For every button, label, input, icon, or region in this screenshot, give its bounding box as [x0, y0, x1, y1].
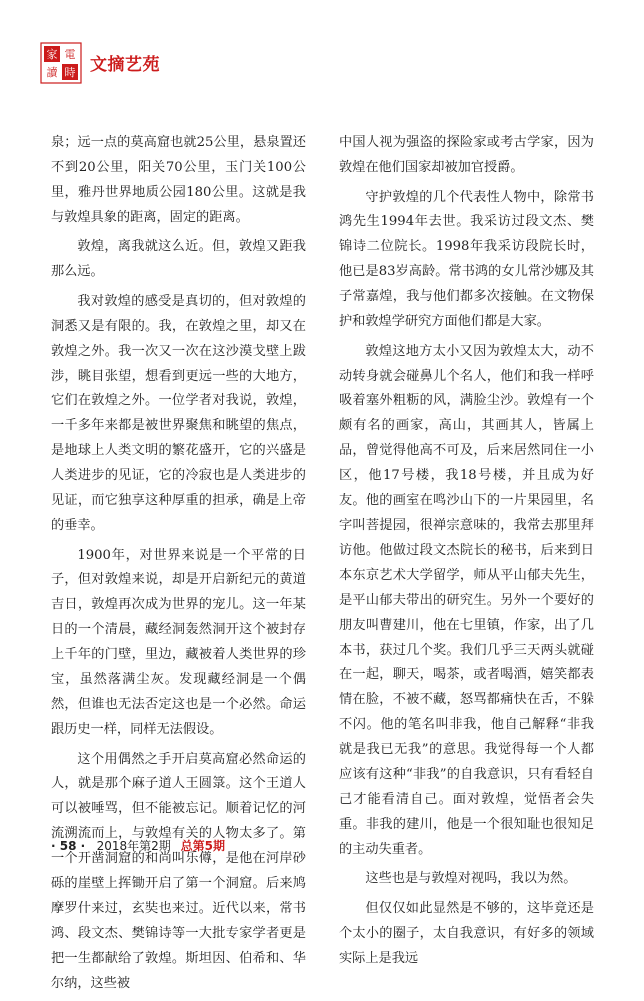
paragraph: 这些也是与敦煌对视吗，我以为然。 — [365, 871, 577, 887]
page-footer — [51, 837, 225, 854]
paragraph: 但仅仅如此显然是不够的，这毕竟还是个太小的圈子，太自我意识，有好多的领域实际上是我远 — [339, 900, 594, 966]
paragraph: 中国人视为强盗的探险家或考古学家，因为敦煌在他们国家却被加官授爵。 — [339, 135, 594, 175]
svg-text:時: 時 — [64, 66, 76, 79]
issue-tag: 总第5期 — [180, 839, 225, 853]
paragraph: 这个用偶然之手开启莫高窟必然命运的人，就是那个麻子道人王圆箓。这个王道人可以被唾骂，但不能被忘记。顺着记忆的河流溯流而上，与敦煌有关的人物太多了。第一个开凿洞窟的和尚叫乐僔，是他在河岸砂砾的崖壁上挥锄开启了第一个洞窟。后来鸠摩罗什来过，玄奘也来过。近代以来，常书鸿、段文杰、樊锦诗等一大批专家学者更是把一生都献给了敦煌。斯坦因、伯希和、华尔纳，这些被 — [51, 751, 306, 991]
paragraph: 守护敦煌的几个代表性人物中，除常书鸿先生1994年去世。我采访过段文杰、樊锦诗二位院长。1998年我采访段院长时，他已是83岁高龄。常书鸿的女儿常沙娜及其子常嘉煌，我与他们都多次接触。在文物保护和敦煌学研究方面他们都是大家。 — [339, 189, 594, 330]
page-number: · 58 · — [51, 839, 86, 853]
svg-text:讀: 讀 — [46, 66, 58, 79]
paragraph: 敦煌，离我就这么近。但，敦煌又距我那么远。 — [51, 239, 306, 280]
issue-label: 2018年第2期 — [96, 839, 171, 853]
paragraph: 1900年，对世界来说是一个平常的日子，但对敦煌来说，却是开启新纪元的黄道吉日，敦煌再次成为世界的宠儿。这一年某日的一个清晨，藏经洞轰然洞开这个被封存上千年的门壁，里边，藏被着人类世界的珍宝，虽然落满尘灰。发现藏经洞是一个偶然，但谁也无法否定这也是一个必然。命运跟历史一样，同样无法假设。 — [51, 547, 306, 737]
magazine-title: 文摘艺苑 — [90, 55, 160, 75]
paragraph: 我对敦煌的感受是真切的，但对敦煌的洞悉又是有限的。我，在敦煌之里，却又在敦煌之外。我一次又一次在这沙漠戈壁上跋涉，眺目张望，想看到更远一些的大地方，它们在敦煌之外。一位学者对我说，敦煌，一千多年来都是被世界聚焦和眺望的焦点，是地球上人类文明的繁花盛开，它的兴盛是人类进步的见证，它的冷寂也是人类进步的见证，而它独享这种厚重的担承，确是上帝的垂幸。 — [51, 293, 306, 533]
paragraph: 敦煌这地方太小又因为敦煌太大，动不动转身就会碰鼻儿个名人，他们和我一样呼吸着塞外粗粝的风，满脸尘沙。敦煌有一个颇有名的画家，高山，其画其人，皆属上品，曾觉得他高不可及，后来居然同住一小区，他17号楼，我18号楼，并且成为好友。他的画室在鸣沙山下的一片果园里，名字叫菩提园，很禅宗意味的，我常去那里拜访他。他做过段文杰院长的秘书，后来到日本东京艺术大学留学，师从平山郁夫先生，是平山郁夫带出的研究生。另外一个要好的朋友叫曹建川，他在七里镇，作家，出了几本书，获过几个奖。我们几乎三天两头就碰在一起，聊天，喝茶，或者喝酒，嬉笑都表情在脸，不被不藏，怒骂都痛快在舌，不躲不闪。他的笔名叫非我，他自己解释“非我就是我已无我”的意思。我觉得每一个人都应该有这种“非我”的自我意识，只有看轻自己才能看清自己。面对敦煌，觉悟者会失重。非我的建川，他是一个很知耻也很知足的主动失重者。 — [339, 343, 594, 857]
magazine-seal-logo — [40, 42, 82, 84]
right-column — [339, 131, 594, 976]
page-header — [0, 0, 644, 100]
paragraph: 泉；远一点的莫高窟也就25公里，悬泉置还不到20公里，阳关70公里，玉门关100公里，雅丹世界地质公园180公里。这就是我与敦煌具象的距离，固定的距离。 — [51, 135, 306, 225]
svg-text:電: 電 — [64, 48, 76, 61]
svg-text:家: 家 — [46, 48, 58, 61]
left-column — [51, 131, 306, 1001]
